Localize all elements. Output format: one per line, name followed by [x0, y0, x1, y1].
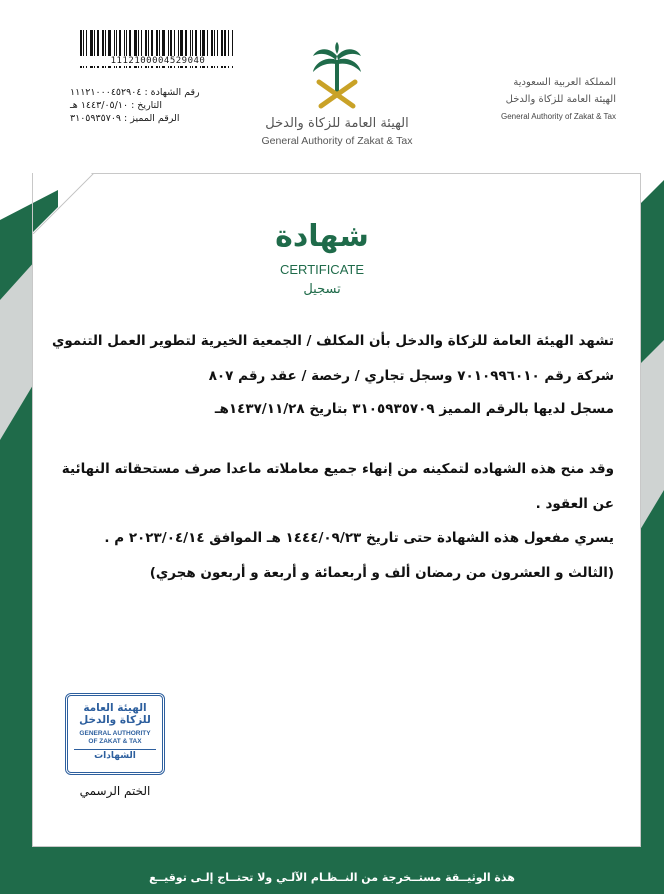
- official-stamp: [65, 693, 165, 775]
- certificate-title-ar: شهادة: [275, 219, 369, 254]
- body-line-2: شركة رقم ٧٠١٠٩٩٦٠١٠ وسجل تجاري / رخصة / عقد رقم ٨٠٧: [208, 368, 614, 384]
- logo-authority-name-en: General Authority of Zakat & Tax: [261, 135, 413, 147]
- barcode-number: 1112100004529040: [80, 56, 236, 66]
- body-line-7: (الثالث و العشرون من رمضان ألف و أربعمائة و أربعة و أربعون هجري): [149, 565, 614, 581]
- certificate-date: التاريخ : ١٤٤٣/٠٥/١٠ هـ: [70, 100, 162, 111]
- stamp-line-2-en: OF ZAKAT & TAX: [88, 738, 142, 745]
- body-line-1: تشهد الهيئة العامة للزكاة والدخل بأن المكلف / الجمعية الخيرية لتطوير العمل التنموي: [51, 333, 614, 349]
- stamp-line-2-ar: للزكاة والدخل: [79, 714, 151, 726]
- gov-authority-name-ar: الهيئة العامة للزكاة والدخل: [505, 94, 616, 105]
- body-line-6: يسري مفعول هذه الشهادة حتى تاريخ ١٤٤٤/٠٩/٢٣ هـ الموافق ٢٠٢٣/٠٤/١٤ م .: [104, 530, 614, 546]
- body-line-4: وقد منح هذه الشهاده لتمكينه من إنهاء جميع معاملاته ماعدا صرف مستحقاته النهائية: [61, 461, 614, 477]
- body-line-5: عن العقود .: [535, 496, 614, 512]
- footer-note: هذة الوثيــقة مستــخرجة من النــظـام الآلـي ولا تحتــاج إلـى توقيــع: [149, 871, 515, 884]
- kingdom-name: المملكة العربية السعودية: [513, 77, 616, 88]
- reference-block: [70, 86, 250, 125]
- certificate-number: رقم الشهادة : ١١١٢١٠٠٠٤٥٢٩٠٤: [70, 87, 200, 98]
- stamp-line-1-ar: الهيئة العامة: [83, 702, 147, 714]
- certificate-title-en: CERTIFICATE: [279, 262, 365, 277]
- stamp-divider: [74, 749, 156, 750]
- logo-authority-name-ar: الهيئة العامة للزكاة والدخل: [265, 116, 409, 131]
- body-line-3: مسجل لديها بالرقم المميز ٣١٠٥٩٣٥٧٠٩ بتاريخ ١٤٣٧/١١/٢٨هـ: [214, 401, 614, 417]
- card-corner-cut: [32, 173, 94, 234]
- stamp-footer: الشهادات: [94, 751, 136, 761]
- stamp-line-1-en: GENERAL AUTHORITY: [79, 730, 151, 737]
- government-heading: [436, 74, 616, 125]
- official-seal-label: الختم الرسمي: [79, 784, 151, 798]
- certificate-subtitle: تسجيل: [303, 282, 341, 297]
- authority-logo: [252, 42, 422, 147]
- distinct-number: الرقم المميز : ٣١٠٥٩٣٥٧٠٩: [70, 113, 180, 124]
- gov-authority-name-en: General Authority of Zakat & Tax: [500, 112, 616, 121]
- palm-tree-icon: [307, 42, 367, 110]
